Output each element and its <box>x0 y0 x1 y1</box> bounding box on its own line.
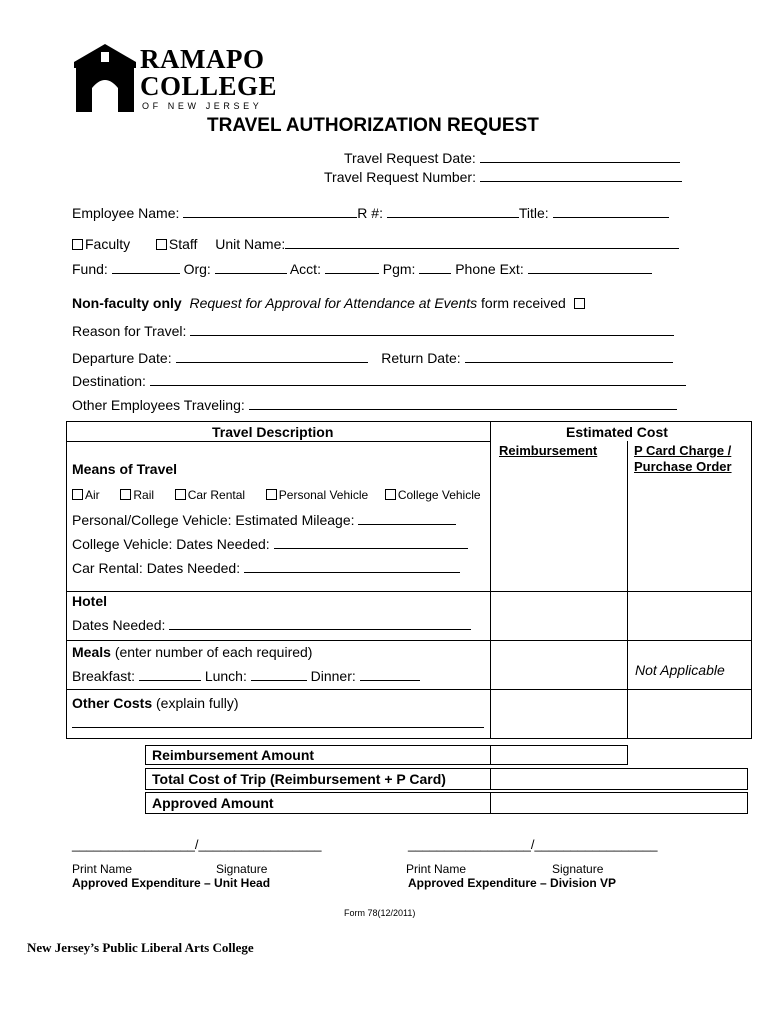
fund-field[interactable] <box>112 261 180 274</box>
car-dates-row <box>72 560 460 576</box>
nonfaculty-received-label: form received <box>481 295 566 311</box>
total-cost-field[interactable] <box>490 768 748 790</box>
request-date-label: Travel Request Date: <box>344 150 476 166</box>
unit-head-signature-label: Signature <box>216 862 268 876</box>
org-label: Org: <box>183 261 211 277</box>
breakfast-field[interactable] <box>139 668 201 681</box>
division-vp-signature-label: Signature <box>552 862 604 876</box>
reason-label: Reason for Travel: <box>72 323 187 339</box>
request-number-row <box>324 169 682 185</box>
title-label: Title: <box>518 205 549 221</box>
acct-label: Acct: <box>289 261 321 277</box>
division-vp-signature-line[interactable]: _________________/_________________ <box>408 837 658 852</box>
air-checkbox[interactable] <box>72 489 83 500</box>
col-pcard-line2: Purchase Order <box>634 459 732 474</box>
faculty-checkbox[interactable] <box>72 239 83 250</box>
means-heading: Means of Travel <box>72 461 178 477</box>
division-vp-caption: Approved Expenditure – Division VP <box>408 876 617 890</box>
departure-field[interactable] <box>176 350 368 363</box>
dinner-field[interactable] <box>360 668 420 681</box>
faculty-label: Faculty <box>85 236 131 252</box>
other-costs-note: (explain fully) <box>156 695 239 711</box>
col-reimbursement: Reimbursement <box>499 443 598 458</box>
return-field[interactable] <box>465 350 673 363</box>
dates-row <box>72 350 673 366</box>
meals-note: (enter number of each required) <box>114 644 313 660</box>
rail-checkbox[interactable] <box>120 489 131 500</box>
college-dates-field[interactable] <box>274 536 468 549</box>
others-field[interactable] <box>249 397 677 410</box>
car-rental-label: Car Rental <box>187 488 246 502</box>
nonfaculty-label: Non-faculty only <box>72 295 182 311</box>
phone-ext-label: Phone Ext: <box>455 261 524 277</box>
departure-label: Departure Date: <box>72 350 172 366</box>
footer-tagline: New Jersey’s Public Liberal Arts College <box>27 940 254 955</box>
r-number-label: R #: <box>357 205 383 221</box>
air-label: Air <box>85 488 100 502</box>
return-label: Return Date: <box>381 350 461 366</box>
unit-head-caption: Approved Expenditure – Unit Head <box>72 876 271 890</box>
mileage-row <box>72 512 456 528</box>
total-cost-label: Total Cost of Trip (Reimbursement + P Card) <box>152 771 446 787</box>
college-dates-row <box>72 536 468 552</box>
rail-label: Rail <box>133 488 155 502</box>
mileage-label: Personal/College Vehicle: Estimated Mileage: <box>72 512 355 528</box>
col-pcard-line1: P Card Charge / <box>634 443 732 458</box>
personal-vehicle-label: Personal Vehicle <box>278 488 369 502</box>
fund-label: Fund: <box>72 261 108 277</box>
other-costs-heading-row <box>72 695 239 711</box>
approved-amount-label: Approved Amount <box>152 795 274 811</box>
personal-vehicle-checkbox[interactable] <box>266 489 277 500</box>
reason-field[interactable] <box>190 323 674 336</box>
car-dates-label: Car Rental: Dates Needed: <box>72 560 241 576</box>
request-date-field[interactable] <box>480 150 680 163</box>
hotel-dates-label: Dates Needed: <box>72 617 166 633</box>
college-logo <box>72 44 278 114</box>
lunch-field[interactable] <box>251 668 307 681</box>
reimbursement-amount-field[interactable] <box>490 745 628 765</box>
arch-icon <box>72 44 138 112</box>
college-vehicle-label: College Vehicle <box>397 488 481 502</box>
college-vehicle-checkbox[interactable] <box>385 489 396 500</box>
dinner-label: Dinner: <box>310 668 356 684</box>
pgm-field[interactable] <box>419 261 451 274</box>
meals-heading: Meals <box>72 644 111 660</box>
form-received-checkbox[interactable] <box>574 298 585 309</box>
acct-field[interactable] <box>325 261 379 274</box>
meals-row <box>72 668 420 684</box>
hotel-heading: Hotel <box>72 593 107 609</box>
destination-label: Destination: <box>72 373 146 389</box>
means-options <box>72 488 481 502</box>
meals-heading-row <box>72 644 312 660</box>
employee-type-row <box>72 236 679 252</box>
employee-name-field[interactable] <box>183 205 357 218</box>
destination-field[interactable] <box>150 373 686 386</box>
title-field[interactable] <box>553 205 669 218</box>
destination-row <box>72 373 686 389</box>
reason-row <box>72 323 674 339</box>
hotel-dates-field[interactable] <box>169 617 471 630</box>
request-number-field[interactable] <box>480 169 682 182</box>
phone-ext-field[interactable] <box>528 261 652 274</box>
form-number: Form 78(12/2011) <box>344 908 416 918</box>
nonfaculty-row <box>72 295 587 311</box>
page-title: TRAVEL AUTHORIZATION REQUEST <box>207 115 539 136</box>
pgm-label: Pgm: <box>382 261 416 277</box>
logo-line1: RAMAPO <box>140 44 265 74</box>
col-estimated-cost: Estimated Cost <box>566 424 668 440</box>
staff-checkbox[interactable] <box>156 239 167 250</box>
nonfaculty-form-name: Request for Approval for Attendance at Events <box>189 295 478 311</box>
other-costs-heading: Other Costs <box>72 695 153 711</box>
request-number-label: Travel Request Number: <box>324 169 476 185</box>
employee-name-label: Employee Name: <box>72 205 180 221</box>
account-row <box>72 261 652 277</box>
org-field[interactable] <box>215 261 287 274</box>
others-row <box>72 397 677 413</box>
hotel-dates-row <box>72 617 471 633</box>
col-travel-description: Travel Description <box>212 424 334 440</box>
college-dates-label: College Vehicle: Dates Needed: <box>72 536 270 552</box>
mileage-field[interactable] <box>358 512 456 525</box>
request-date-row <box>344 150 680 166</box>
unit-head-print-name: Print Name <box>72 862 133 876</box>
not-applicable-text: Not Applicable <box>635 662 725 678</box>
unit-name-label: Unit Name: <box>215 236 286 252</box>
car-dates-field[interactable] <box>244 560 460 573</box>
logo-line2: COLLEGE <box>140 71 278 101</box>
reimbursement-amount-label: Reimbursement Amount <box>152 747 315 763</box>
car-rental-checkbox[interactable] <box>175 489 186 500</box>
other-costs-field[interactable] <box>72 727 484 728</box>
others-label: Other Employees Traveling: <box>72 397 245 413</box>
lunch-label: Lunch: <box>204 668 247 684</box>
unit-name-field[interactable] <box>285 236 679 249</box>
staff-label: Staff <box>168 236 198 252</box>
unit-head-signature-line[interactable]: _________________/_________________ <box>72 837 322 852</box>
division-vp-print-name: Print Name <box>406 862 467 876</box>
logo-line3: OF NEW JERSEY <box>142 101 263 111</box>
breakfast-label: Breakfast: <box>72 668 136 684</box>
employee-row <box>72 205 669 221</box>
approved-amount-field[interactable] <box>490 792 748 814</box>
r-number-field[interactable] <box>387 205 519 218</box>
